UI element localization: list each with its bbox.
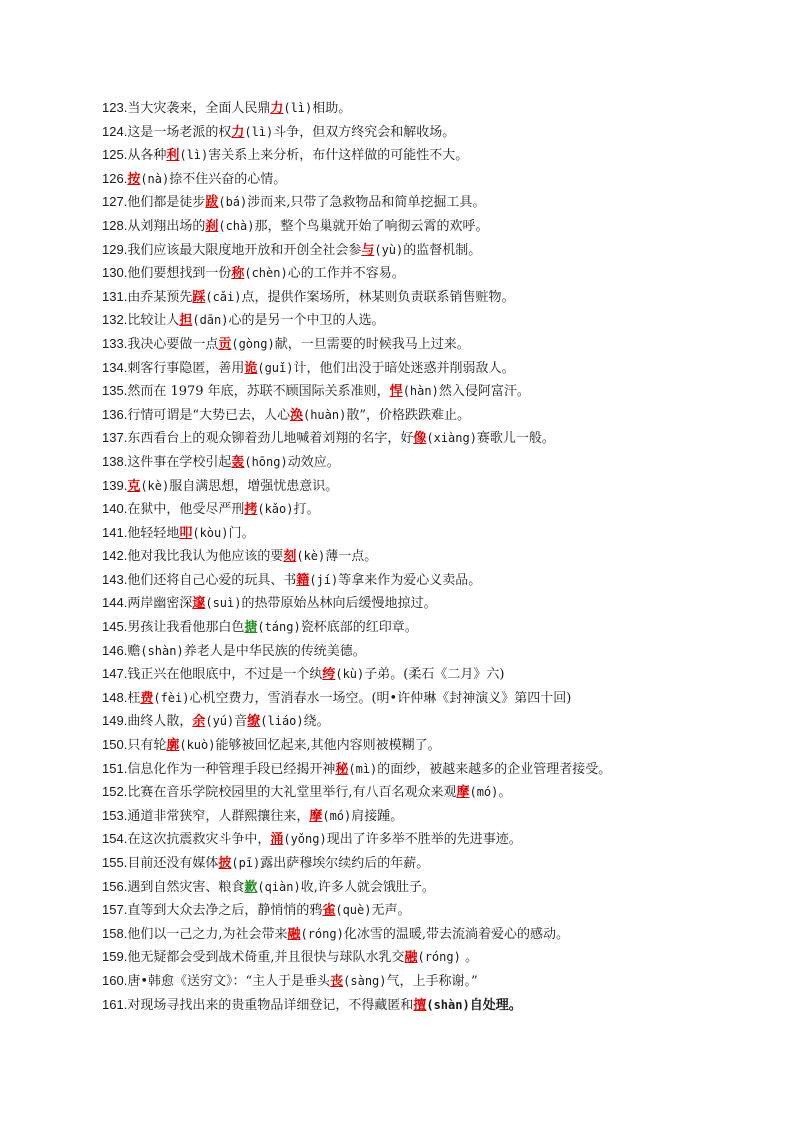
highlighted-character: 刹 [205, 218, 219, 234]
list-item [102, 450, 611, 474]
item-text: 。 [498, 785, 512, 801]
item-number: 135. [102, 383, 128, 399]
list-item [102, 615, 611, 639]
item-text: 曲终人散， [127, 714, 193, 730]
item-number: 151. [102, 760, 128, 776]
list-item [102, 757, 611, 781]
item-text: 钱正兴在他眼底中，不过是一个纨 [127, 667, 323, 683]
item-text: 比较让人 [127, 313, 180, 329]
item-text: 目前还没有媒体 [127, 856, 219, 871]
list-item [102, 120, 611, 144]
item-text: 唐•韩愈《送穷文》：“主人于是垂头 [127, 973, 331, 989]
list-item [102, 308, 611, 332]
item-text: 行情可谓是“大势已去，人心 [127, 407, 290, 423]
pinyin-annotation: (fèi) [153, 690, 190, 705]
highlighted-character: 搪 [244, 620, 258, 636]
item-number: 141. [102, 524, 128, 540]
item-number: 155. [102, 855, 128, 870]
pinyin-annotation: (gòng) [231, 336, 275, 351]
item-text: 刺客行事隐匿，善用 [127, 360, 245, 376]
item-text: 子弟。(柔石《二月》六) [364, 667, 505, 683]
item-text: 打。 [293, 502, 320, 518]
item-number: 138. [102, 453, 128, 469]
item-text: 男孩让我看他那白色 [127, 620, 245, 636]
pinyin-annotation: (kǎo) [257, 502, 294, 517]
pinyin-annotation: (hōng) [244, 454, 288, 469]
item-text: 然而在 1979 年底，苏联不顾国际关系准则， [127, 384, 390, 400]
item-number: 158. [102, 925, 128, 941]
highlighted-character: 像 [413, 431, 427, 447]
item-number: 132. [102, 312, 128, 328]
item-number: 123. [102, 100, 128, 115]
highlighted-character: 摩 [309, 808, 323, 824]
item-text: 当大灾袭来，全面人民鼎 [127, 101, 271, 116]
item-text: 露出萨穆埃尔续约后的年薪。 [260, 856, 430, 871]
item-text: 计，他们出没于暗处迷惑并削弱敌人。 [293, 360, 515, 376]
highlighted-character: 涣 [289, 407, 303, 423]
item-text: 害关系上来分析，布什这样做的可能性不大。 [208, 148, 469, 164]
highlighted-character: 涌 [270, 832, 284, 848]
list-item [102, 993, 611, 1017]
item-text: 薄一点。 [325, 549, 378, 565]
highlighted-character: 称 [231, 266, 245, 282]
item-text: 只有轮 [127, 738, 167, 754]
item-text: 遇到自然灾害、粮食 [127, 879, 245, 895]
item-text: 气，上手称谢。” [386, 973, 478, 989]
item-text: 相助。 [312, 101, 352, 116]
list-item [102, 686, 611, 710]
pinyin-annotation: (suì) [205, 596, 242, 611]
item-text: 这是一场老派的权 [127, 124, 232, 140]
item-text: 他们要想找到一份 [127, 266, 232, 282]
item-text: 。 [460, 950, 478, 966]
pinyin-annotation: (nà) [140, 171, 170, 186]
pinyin-annotation: (què) [335, 903, 372, 918]
item-number: 145. [102, 619, 128, 635]
pinyin-annotation: (mì) [348, 761, 378, 776]
item-number: 134. [102, 359, 128, 375]
list-item [102, 780, 611, 804]
highlighted-character: 费 [140, 690, 154, 706]
list-item [102, 804, 611, 828]
pinyin-annotation: (lì) [179, 148, 209, 163]
item-text: 他们还将自己心爱的玩具、书 [127, 572, 297, 588]
highlighted-character: 贡 [218, 336, 232, 352]
item-number: 126. [102, 170, 128, 186]
pinyin-annotation: (shàn) [426, 997, 470, 1012]
item-number: 133. [102, 335, 128, 351]
item-number: 131. [102, 288, 128, 304]
item-text: 东西看台上的观众铆着劲儿地喊着刘翔的名字，好 [127, 431, 414, 447]
item-number: 156. [102, 878, 128, 894]
pinyin-annotation: (qiàn) [257, 879, 301, 894]
item-number: 143. [102, 571, 128, 587]
item-text: 化冰雪的温暖,带去流淌着爱心的感动。 [343, 926, 569, 942]
item-text: 门。 [228, 525, 255, 541]
highlighted-character: 廓 [166, 738, 180, 754]
item-number: 125. [102, 147, 128, 163]
highlighted-character: 歉 [244, 879, 258, 895]
item-text: 枉 [127, 690, 141, 706]
highlighted-character: 按 [127, 171, 141, 187]
highlighted-character: 余 [192, 714, 206, 730]
pinyin-annotation: (kuò) [179, 738, 216, 753]
list-item [102, 190, 611, 214]
item-text: 通道非常狭窄，人群熙攘往来， [127, 808, 310, 824]
list-item [102, 403, 611, 427]
list-item [102, 167, 611, 191]
item-text: 点，提供作案场所，林某则负责联系销售赃物。 [241, 289, 515, 305]
highlighted-character: 悍 [389, 384, 403, 400]
item-text: 瓷杯底部的红印章。 [300, 620, 418, 636]
pinyin-annotation: (chèn) [244, 266, 288, 281]
pinyin-annotation: (kè) [140, 478, 170, 493]
highlighted-character: 力 [270, 101, 284, 116]
item-number: 127. [102, 194, 128, 210]
list-item [102, 261, 611, 285]
list-item [102, 214, 611, 238]
item-text: 现出了许多举不胜举的先进事迹。 [326, 832, 522, 848]
item-number: 124. [102, 123, 128, 139]
item-number: 144. [102, 595, 128, 611]
item-text: 赡 [127, 643, 141, 659]
highlighted-character: 雀 [322, 903, 336, 919]
item-text: 养老人是中华民族的传统美德。 [183, 643, 366, 659]
item-number: 150. [102, 737, 128, 753]
item-number: 140. [102, 501, 128, 517]
highlighted-character: 轰 [231, 454, 245, 470]
item-text: 那，整个鸟巢就开始了响彻云霄的欢呼。 [254, 218, 489, 234]
item-text: 我决心要做一点 [127, 336, 219, 352]
item-text: 心的工作并不容易。 [287, 266, 405, 282]
item-number: 137. [102, 430, 128, 446]
vocabulary-list [102, 96, 611, 1016]
highlighted-character: 融 [287, 926, 301, 942]
item-number: 159. [102, 949, 128, 965]
item-text: 散”，价格跌跌难止。 [346, 407, 470, 423]
list-item [102, 285, 611, 309]
item-text: 心的是另一个中卫的人选。 [228, 313, 385, 329]
list-item [102, 945, 611, 969]
list-item [102, 332, 611, 356]
item-text: 他对我比我认为他应该的要 [127, 549, 284, 565]
item-text: 他轻轻地 [127, 525, 180, 541]
pinyin-annotation: (kè) [296, 549, 326, 564]
list-item [102, 379, 611, 403]
item-number: 147. [102, 666, 128, 682]
item-text: 等拿来作为爱心义卖品。 [338, 572, 482, 588]
list-item [102, 568, 611, 592]
list-item [102, 238, 611, 262]
item-text: 斗争，但双方终究会和解收场。 [273, 124, 456, 140]
item-text: 的监督机制。 [403, 242, 482, 258]
item-text: 绕。 [303, 714, 330, 730]
highlighted-character: 丧 [330, 973, 344, 989]
item-text: 对现场寻找出来的贵重物品详细登记，不得藏匿和 [127, 997, 414, 1013]
list-item [102, 143, 611, 167]
pinyin-annotation: (xiàng) [426, 431, 477, 446]
highlighted-character: 力 [231, 124, 245, 140]
item-text: 能够被回忆起来,其他内容则被模糊了。 [215, 738, 441, 754]
highlighted-character: 利 [166, 148, 180, 164]
highlighted-character: 缭 [247, 714, 261, 730]
list-item [102, 969, 611, 993]
item-text: 他们都是徒步 [127, 195, 206, 211]
pinyin-annotation: (mó) [469, 785, 499, 800]
item-text: 服自满思想，增强忧患意识。 [169, 478, 339, 494]
item-number: 136. [102, 406, 128, 422]
highlighted-character: 诡 [244, 360, 258, 376]
pinyin-annotation: (cǎi) [205, 289, 242, 304]
pinyin-annotation: (sàng) [343, 973, 387, 988]
highlighted-character: 担 [179, 313, 193, 329]
highlighted-character: 跋 [205, 195, 219, 211]
list-item [102, 922, 611, 946]
highlighted-character: 籍 [296, 572, 310, 588]
pinyin-annotation: (shàn) [140, 643, 184, 658]
list-item [102, 544, 611, 568]
item-text: 的热带原始丛林向后缓慢地掠过。 [241, 596, 437, 612]
pinyin-annotation: (bá) [218, 195, 248, 210]
item-number: 139. [102, 477, 128, 493]
item-text: 他们以一己之力,为社会带来 [127, 926, 288, 942]
item-number: 148. [102, 689, 128, 705]
item-number: 154. [102, 831, 128, 847]
highlighted-character: 秘 [335, 761, 349, 777]
highlighted-character: 拷 [244, 502, 258, 518]
item-number: 161. [102, 996, 128, 1012]
item-number: 142. [102, 548, 128, 564]
pinyin-annotation: (hàn) [402, 384, 439, 399]
list-item [102, 639, 611, 663]
item-number: 146. [102, 642, 128, 658]
pinyin-annotation: (lì) [244, 124, 274, 139]
list-item [102, 875, 611, 899]
item-text: 他无疑都会受到战术倚重,并且很快与球队水乳交 [127, 950, 405, 966]
list-item [102, 733, 611, 757]
highlighted-character: 刻 [283, 549, 297, 565]
item-text: 两岸幽密深 [127, 596, 193, 612]
item-text: 比赛在音乐学院校园里的大礼堂里举行,有八百名观众来观 [127, 785, 457, 801]
list-item [102, 497, 611, 521]
item-number: 160. [102, 972, 128, 988]
item-text: 收,许多人就会饿肚子。 [300, 879, 435, 895]
pinyin-annotation: (dān) [192, 313, 229, 328]
highlighted-character: 踩 [192, 289, 206, 305]
item-text: 从刘翔出场的 [127, 218, 206, 234]
item-number: 153. [102, 807, 128, 823]
highlighted-character: 融 [404, 950, 418, 966]
list-item [102, 591, 611, 615]
pinyin-annotation: (lì) [283, 101, 313, 115]
pinyin-annotation: (táng) [257, 620, 301, 635]
item-number: 157. [102, 902, 128, 918]
pinyin-annotation: (huàn) [302, 407, 347, 422]
item-number: 129. [102, 241, 128, 257]
pinyin-annotation: (kòu) [192, 525, 229, 540]
item-text: 涉而来,只带了急救物品和简单挖掘工具。 [247, 195, 486, 211]
item-text: 在这次抗震救灾斗争中， [127, 832, 271, 848]
item-text: 动效应。 [287, 454, 340, 470]
pinyin-annotation: (liáo) [260, 714, 304, 729]
list-item [102, 827, 611, 851]
list-item [102, 356, 611, 380]
item-number: 152. [102, 784, 128, 800]
highlighted-character: 叩 [179, 525, 193, 541]
pinyin-annotation: (chà) [218, 218, 255, 233]
item-number: 128. [102, 217, 128, 233]
item-text: 捺不住兴奋的心情。 [169, 171, 287, 187]
pinyin-annotation: (kù) [335, 667, 365, 682]
pinyin-annotation: (yǒng) [283, 832, 327, 847]
item-text: 直等到大众去净之后，静悄悄的鸦 [127, 903, 323, 919]
list-item [102, 898, 611, 922]
item-text: 这件事在学校引起 [127, 454, 232, 470]
highlighted-character: 擅 [413, 997, 427, 1013]
highlighted-character: 绔 [322, 667, 336, 683]
list-item [102, 474, 611, 498]
highlighted-character: 摩 [456, 785, 470, 801]
item-text: 由乔某预先 [127, 289, 193, 305]
highlighted-character: 邃 [192, 596, 206, 612]
item-text: 献，一旦需要的时候我马上过来。 [274, 336, 470, 352]
list-item [102, 851, 611, 875]
item-text: 心机空费力，雪消春水一场空。(明•许仲琳《封神演义》第四十回) [189, 690, 572, 706]
pinyin-annotation: (yù) [374, 242, 404, 257]
item-text: 在狱中，他受尽严刑 [127, 502, 245, 518]
pinyin-annotation: (jí) [309, 572, 339, 587]
list-item [102, 709, 611, 733]
item-text: 信息化作为一种管理手段已经揭开神 [127, 761, 336, 777]
item-number: 130. [102, 265, 128, 281]
list-item [102, 521, 611, 545]
pinyin-annotation: (róng) [300, 926, 344, 941]
item-text: 的面纱，被越来越多的企业管理者接受。 [377, 761, 612, 777]
item-text: 音 [234, 714, 248, 730]
item-text: 自处理。 [469, 997, 522, 1013]
pinyin-annotation: (guǐ) [257, 360, 294, 375]
item-text: 从各种 [127, 148, 167, 164]
highlighted-character: 披 [218, 856, 232, 871]
item-text: 肩接踵。 [351, 808, 404, 824]
item-text: 赛歌儿一般。 [476, 431, 555, 447]
item-text: 我们应该最大限度地开放和开创全社会参 [127, 242, 362, 258]
list-item [102, 96, 611, 120]
pinyin-annotation: (pī) [231, 856, 261, 870]
item-text: 然入侵阿富汗。 [438, 384, 530, 400]
pinyin-annotation: (róng) [417, 950, 461, 965]
pinyin-annotation: (mó) [322, 808, 352, 823]
item-text: 无声。 [371, 903, 411, 919]
list-item [102, 662, 611, 686]
highlighted-character: 与 [361, 242, 375, 258]
pinyin-annotation: (yú) [205, 714, 235, 729]
item-number: 149. [102, 713, 128, 729]
highlighted-character: 克 [127, 478, 141, 494]
list-item [102, 426, 611, 450]
